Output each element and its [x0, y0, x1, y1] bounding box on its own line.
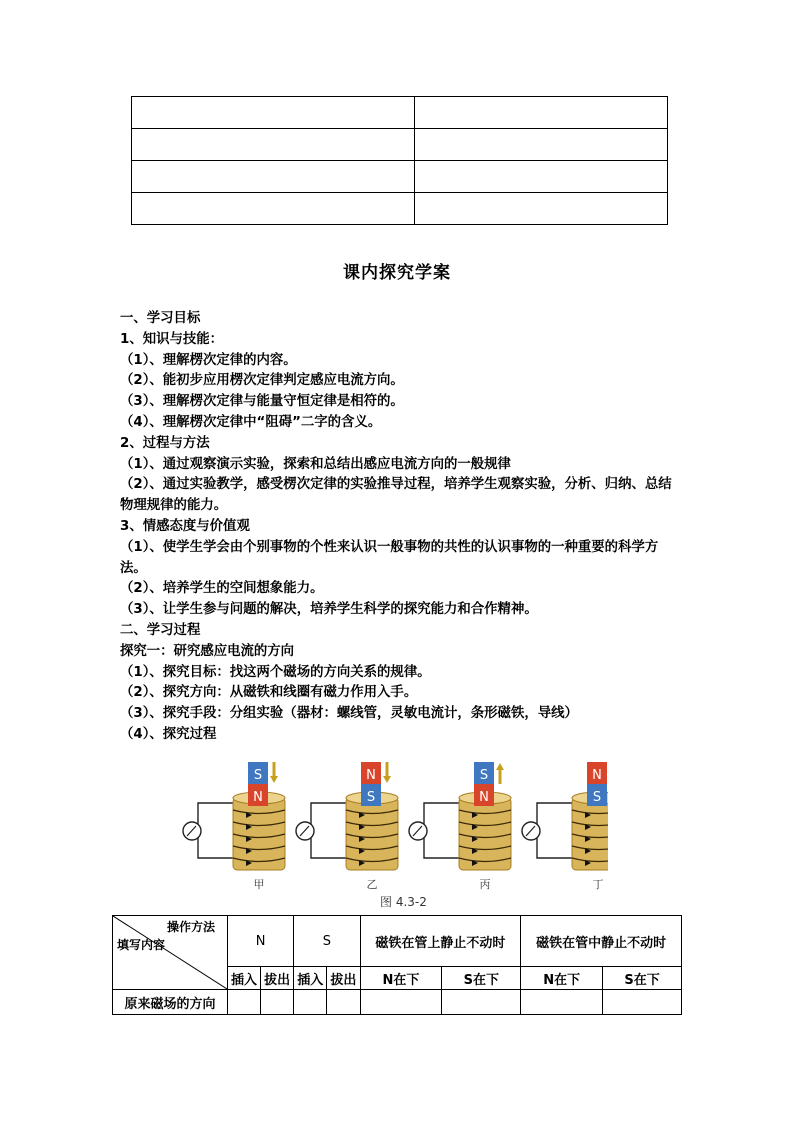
table-cell	[415, 193, 668, 225]
sub-header: 插入	[294, 967, 327, 990]
text-line: 探究一：研究感应电流的方向	[120, 643, 295, 659]
table-cell	[415, 97, 668, 129]
coil-panel	[296, 762, 398, 891]
text-line: （2）、培养学生的空间想象能力。	[120, 581, 324, 597]
circuit-wire	[311, 803, 346, 858]
experiment-figure	[178, 758, 608, 908]
circuit-wire	[537, 803, 572, 858]
table-cell	[132, 97, 415, 129]
panel-label: 丙	[479, 878, 491, 891]
magnet-top-pole: S	[253, 768, 263, 783]
sub-header: N在下	[360, 967, 442, 990]
text-line: 1、知识与技能：	[120, 331, 224, 347]
corner-fill-label: 填写内容	[117, 938, 166, 952]
text-line: （3）、理解楞次定律与能量守恒定律是相符的。	[120, 394, 404, 410]
figure-caption: 图 4.3-2	[380, 895, 427, 909]
table-cell	[132, 161, 415, 193]
top-blank-table	[131, 96, 668, 225]
header-s: S	[294, 916, 360, 967]
table-cell	[415, 129, 668, 161]
sub-header: 插入	[228, 967, 261, 990]
corner-op-label: 操作方法	[167, 920, 216, 934]
text-line: （2）、能初步应用楞次定律判定感应电流方向。	[120, 373, 404, 389]
sub-header: 拔出	[261, 967, 294, 990]
panel-label: 甲	[253, 878, 265, 891]
text-line: （1）、理解楞次定律的内容。	[120, 352, 297, 368]
magnet-top-pole: N	[366, 768, 376, 783]
coil-panel	[183, 762, 285, 891]
text-line: 3、情感态度与价值观	[120, 518, 250, 534]
sub-header: 拔出	[327, 967, 360, 990]
coil-panel	[409, 762, 511, 891]
text-line: （1）、探究目标：找这两个磁场的方向关系的规律。	[120, 664, 431, 680]
magnet-bottom-pole: S	[592, 790, 602, 805]
table-cell	[261, 990, 294, 1015]
row-label: 原来磁场的方向	[113, 990, 228, 1015]
text-line: （4）、探究过程	[120, 726, 217, 742]
text-line: （1）、使学生学会由个别事物的个性来认识一般事物的共性的认识事物的一种重要的科学方法。	[120, 539, 659, 576]
body-text	[120, 309, 685, 746]
text-line: （3）、探究手段：分组实验（器材：螺线管，灵敏电流计，条形磁铁，导线）	[120, 706, 578, 722]
down-arrow-head	[383, 776, 391, 783]
table-cell	[228, 990, 261, 1015]
text-line: （1）、通过观察演示实验，探索和总结出感应电流方向的一般规律	[120, 456, 511, 472]
experiment-table	[112, 915, 682, 1015]
table-cell	[415, 161, 668, 193]
table-cell	[132, 193, 415, 225]
text-line: （4）、理解楞次定律中“阻碍”二字的含义。	[120, 414, 382, 430]
magnet-bottom-pole: N	[253, 790, 263, 805]
magnet-bottom-pole: S	[366, 790, 376, 805]
text-line: （2）、通过实验教学，感受楞次定律的实验推导过程，培养学生观察实验，分析、归纳、总结物理规律的能力。	[120, 477, 672, 514]
table-cell	[360, 990, 442, 1015]
table-cell	[294, 990, 327, 1015]
table-cell	[521, 990, 603, 1015]
text-line: （3）、让学生参与问题的解决，培养学生科学的探究能力和合作精神。	[120, 602, 538, 618]
coil-panel	[522, 762, 608, 891]
diagonal-header-cell	[113, 916, 228, 990]
magnet-top-pole: N	[592, 768, 602, 783]
panel-label: 乙	[366, 878, 378, 891]
text-line: 一、学习目标	[120, 311, 201, 326]
text-line: 2、过程与方法	[120, 435, 210, 451]
header-n: N	[228, 916, 294, 967]
table-cell	[442, 990, 521, 1015]
sub-header: N在下	[521, 967, 603, 990]
sub-header: S在下	[603, 967, 682, 990]
sub-header: S在下	[442, 967, 521, 990]
circuit-wire	[198, 803, 233, 858]
table-cell	[603, 990, 682, 1015]
table-cell	[132, 129, 415, 161]
panel-label: 丁	[592, 878, 604, 891]
text-line: （2）、探究方向：从磁铁和线圈有磁力作用入手。	[120, 685, 418, 701]
down-arrow-head	[270, 776, 278, 783]
header-static-top: 磁铁在管上静止不动时	[360, 916, 521, 967]
up-arrow-head	[496, 763, 504, 770]
header-static-middle: 磁铁在管中静止不动时	[521, 916, 682, 967]
magnet-bottom-pole: N	[479, 790, 489, 805]
table-cell	[327, 990, 360, 1015]
circuit-wire	[424, 803, 459, 858]
magnet-top-pole: S	[479, 768, 489, 783]
text-line: 二、学习过程	[120, 622, 201, 638]
page-title: 课内探究学案	[343, 263, 451, 283]
